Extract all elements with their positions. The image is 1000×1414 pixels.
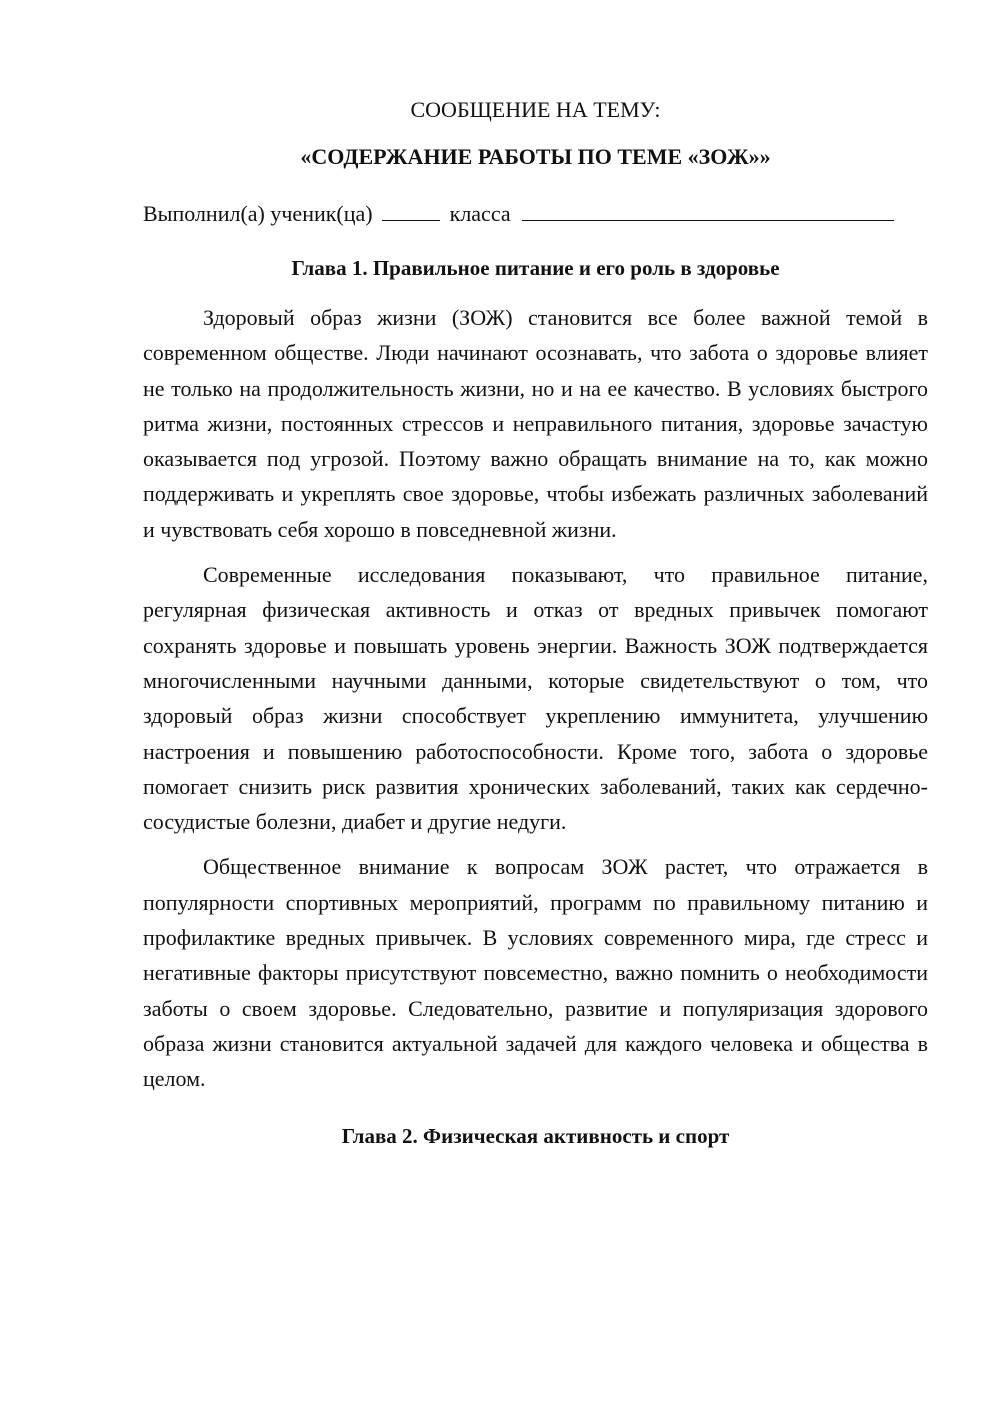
class-number-blank (382, 200, 440, 221)
document-title-line-2: «СОДЕРЖАНИЕ РАБОТЫ ПО ТЕМЕ «ЗОЖ»» (300, 144, 771, 169)
author-prefix: Выполнил(а) ученик(ца) (143, 201, 373, 226)
paragraph-3: Общественное внимание к вопросам ЗОЖ растет, что отражается в популярности спортивных мероприятий, программ по правильному питанию и профилактике вредных привычек. В условиях современного мира, где стресс и негативные факторы присутствуют повсеместно, важно помнить о необходимости заботы о своем здоровье. Следовательно, развитие и популяризация здорового образа жизни становится актуальной задачей для каждого человека и общества в целом. (143, 854, 928, 1092)
chapter-2-heading: Глава 2. Физическая активность и спорт (341, 1123, 730, 1148)
author-line (143, 196, 928, 231)
author-class-word: класса (449, 201, 511, 226)
document-page (143, 92, 928, 1154)
paragraph-2: Современные исследования показывают, что правильное питание, регулярная физическая активность и отказ от вредных привычек помогают сохранять здоровье и повышать уровень энергии. Важность ЗОЖ подтверждается многочисленными научными данными, которые свидетельствуют о том, что здоровый образ жизни способствует укреплению иммунитета, улучшению настроения и повышению работоспособности. Кроме того, забота о здоровье помогает снизить риск развития хронических заболеваний, таких как сердечно-сосудистые болезни, диабет и другие недуги. (143, 562, 928, 835)
author-name-blank (522, 200, 894, 221)
paragraph-1: Здоровый образ жизни (ЗОЖ) становится все более важной темой в современном обществе. Люди начинают осознавать, что забота о здоровье влияет не только на продолжительность жизни, но и на ее качество. В условиях быстрого ритма жизни, постоянных стрессов и неправильного питания, здоровье зачастую оказывается под угрозой. Поэтому важно обращать внимание на то, как можно поддерживать и укреплять свое здоровье, чтобы избежать различных заболеваний и чувствовать себя хорошо в повседневной жизни. (143, 305, 928, 542)
document-title-line-1: СООБЩЕНИЕ НА ТЕМУ: (410, 97, 661, 122)
chapter-1-heading: Глава 1. Правильное питание и его роль в здоровье (291, 256, 780, 280)
